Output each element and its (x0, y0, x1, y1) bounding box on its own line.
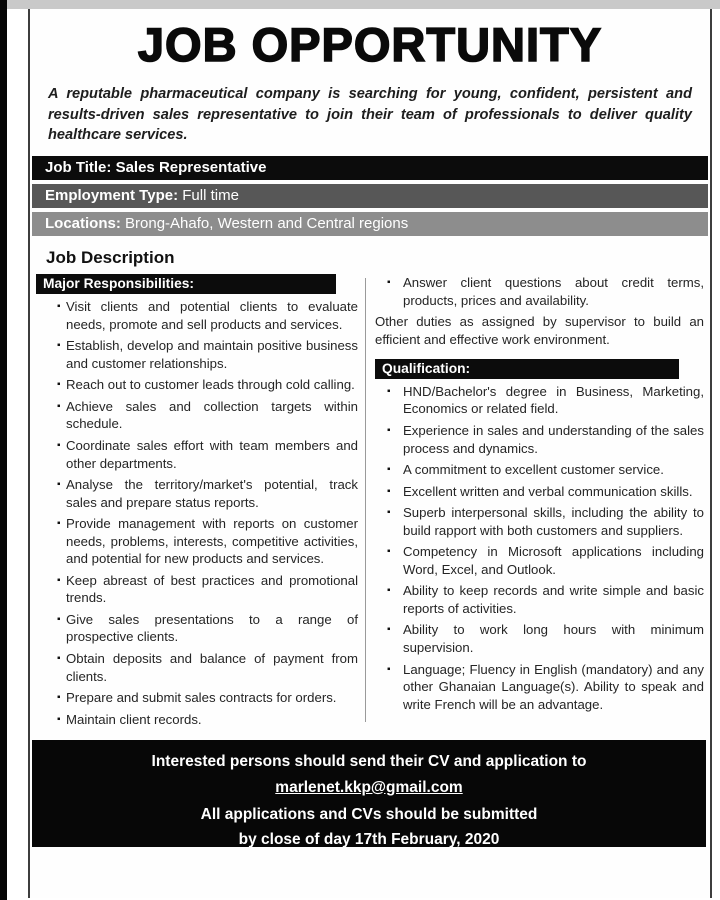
scan-top-edge (7, 0, 720, 9)
bullet-square-icon: ▪ (57, 400, 61, 412)
list-item-text: Language; Fluency in English (mandatory) and any other Ghanaian Language(s). Ability to speak and write French will be an advantage. (403, 661, 704, 712)
qualification-column (375, 274, 708, 732)
page-title: JOB OPPORTUNITY (137, 18, 603, 71)
bullet-square-icon: ▪ (57, 439, 61, 451)
list-item-text: Experience in sales and understanding of the sales process and dynamics. (403, 422, 704, 456)
qualification-heading-bar: Qualification: (375, 359, 679, 379)
list-item (36, 689, 358, 707)
bullet-square-icon: ▪ (387, 385, 391, 397)
responsibilities-column (36, 274, 358, 732)
job-title-label: Job Title: (45, 159, 112, 177)
list-item-text: Provide management with reports on customer needs, problems, interests, competitive activities, and potential for new products and services. (66, 516, 358, 567)
list-item-text: Achieve sales and collection targets within schedule. (66, 398, 358, 432)
list-item (36, 476, 358, 511)
list-item (36, 515, 358, 568)
list-item-text: Competency in Microsoft applications including Word, Excel, and Outlook. (403, 544, 704, 577)
employment-type-value: Full time (182, 187, 239, 205)
list-item (375, 483, 704, 501)
bullet-square-icon: ▪ (387, 546, 391, 558)
list-item (36, 376, 358, 394)
list-item (36, 650, 358, 685)
list-item-text: Give sales presentations to a range of prospective clients. (66, 611, 358, 645)
list-item-text: Ability to work long hours with minimum supervision. (403, 622, 704, 655)
list-item-text: A commitment to excellent customer service. (403, 462, 664, 478)
footer-line-3: by close of day 17th February, 2020 (238, 831, 500, 849)
list-item (36, 711, 358, 729)
job-description-heading: Job Description (46, 248, 175, 268)
bullet-square-icon: ▪ (57, 379, 61, 391)
list-item-text: Prepare and submit sales contracts for orders. (66, 690, 337, 706)
job-title-bar (32, 156, 708, 180)
list-item (375, 422, 704, 457)
list-item-text: Ability to keep records and write simple and basic reports of activities. (403, 583, 704, 616)
list-item (36, 337, 358, 372)
list-item-text: Superb interpersonal skills, including the ability to build rapport with both customers and suppliers. (403, 505, 704, 538)
bullet-square-icon: ▪ (57, 713, 61, 725)
employment-type-bar (32, 184, 708, 208)
bullet-square-icon: ▪ (57, 692, 61, 704)
responsibilities-list-continued (375, 274, 704, 309)
bullet-square-icon: ▪ (387, 424, 391, 436)
responsibilities-heading-bar: Major Responsibilities: (36, 274, 336, 294)
application-email: marlenet.kkp@gmail.com (275, 778, 463, 796)
list-item (36, 298, 358, 333)
responsibilities-list (36, 298, 358, 728)
application-footer (32, 740, 706, 847)
qualification-list (375, 383, 704, 713)
bullet-square-icon: ▪ (387, 507, 391, 519)
bullet-square-icon: ▪ (387, 624, 391, 636)
info-bars (32, 156, 708, 236)
job-title-value: Sales Representative (115, 159, 267, 177)
list-item (36, 611, 358, 646)
locations-bar (32, 212, 708, 236)
list-item-text: Coordinate sales effort with team members and other departments. (66, 437, 358, 471)
list-item (36, 437, 358, 472)
bullet-square-icon: ▪ (57, 518, 61, 530)
bullet-square-icon: ▪ (387, 663, 391, 675)
list-item-text: Maintain client records. (66, 711, 202, 727)
list-item (375, 582, 704, 617)
list-item (375, 504, 704, 539)
list-item (36, 398, 358, 433)
list-item (36, 572, 358, 607)
list-item-text: Excellent written and verbal communication skills. (403, 483, 693, 499)
bullet-square-icon: ▪ (57, 340, 61, 352)
list-item-text: Answer client questions about credit terms, products, prices and availability. (403, 275, 704, 308)
list-item (375, 621, 704, 656)
locations-label: Locations: (45, 215, 121, 233)
list-item-text: Establish, develop and maintain positive business and customer relationships. (66, 338, 358, 371)
other-duties-note: Other duties as assigned by supervisor to build an efficient and effective work environment. (375, 314, 704, 348)
bullet-square-icon: ▪ (387, 585, 391, 597)
list-item (375, 543, 704, 578)
bullet-square-icon: ▪ (57, 301, 61, 313)
list-item-text: Visit clients and potential clients to evaluate needs, promote and sell products and services. (66, 299, 358, 332)
list-item-text: Analyse the territory/market's potential, track sales and prepare status reports. (66, 477, 358, 510)
list-item (375, 383, 704, 418)
list-item-text: Reach out to customer leads through cold calling. (66, 377, 355, 393)
document-frame (28, 9, 712, 898)
bullet-square-icon: ▪ (387, 464, 391, 476)
two-column-body (36, 274, 708, 732)
list-item-text: HND/Bachelor's degree in Business, Marketing, Economics or related field. (403, 383, 704, 417)
bullet-square-icon: ▪ (57, 653, 61, 664)
bullet-square-icon: ▪ (57, 613, 61, 625)
bullet-square-icon: ▪ (57, 574, 61, 586)
locations-value: Brong-Ahafo, Western and Central regions (125, 215, 409, 233)
intro-paragraph: A reputable pharmaceutical company is searching for young, confident, persistent and results-driven sales representative to join their team of professionals to deliver quality healthcare services. (48, 86, 692, 144)
footer-line-2: All applications and CVs should be submitted (200, 805, 538, 823)
list-item-text: Keep abreast of best practices and promotional trends. (66, 572, 358, 606)
employment-type-label: Employment Type: (45, 187, 179, 205)
footer-line-1: Interested persons should send their CV and application to (151, 753, 587, 771)
bullet-square-icon: ▪ (57, 479, 61, 491)
column-divider (365, 278, 366, 722)
list-item (375, 661, 704, 714)
scan-left-edge (0, 0, 7, 900)
list-item (375, 274, 704, 309)
list-item (375, 461, 704, 479)
list-item-text: Obtain deposits and balance of payment from clients. (66, 651, 358, 684)
bullet-square-icon: ▪ (387, 485, 391, 497)
bullet-square-icon: ▪ (387, 277, 391, 289)
